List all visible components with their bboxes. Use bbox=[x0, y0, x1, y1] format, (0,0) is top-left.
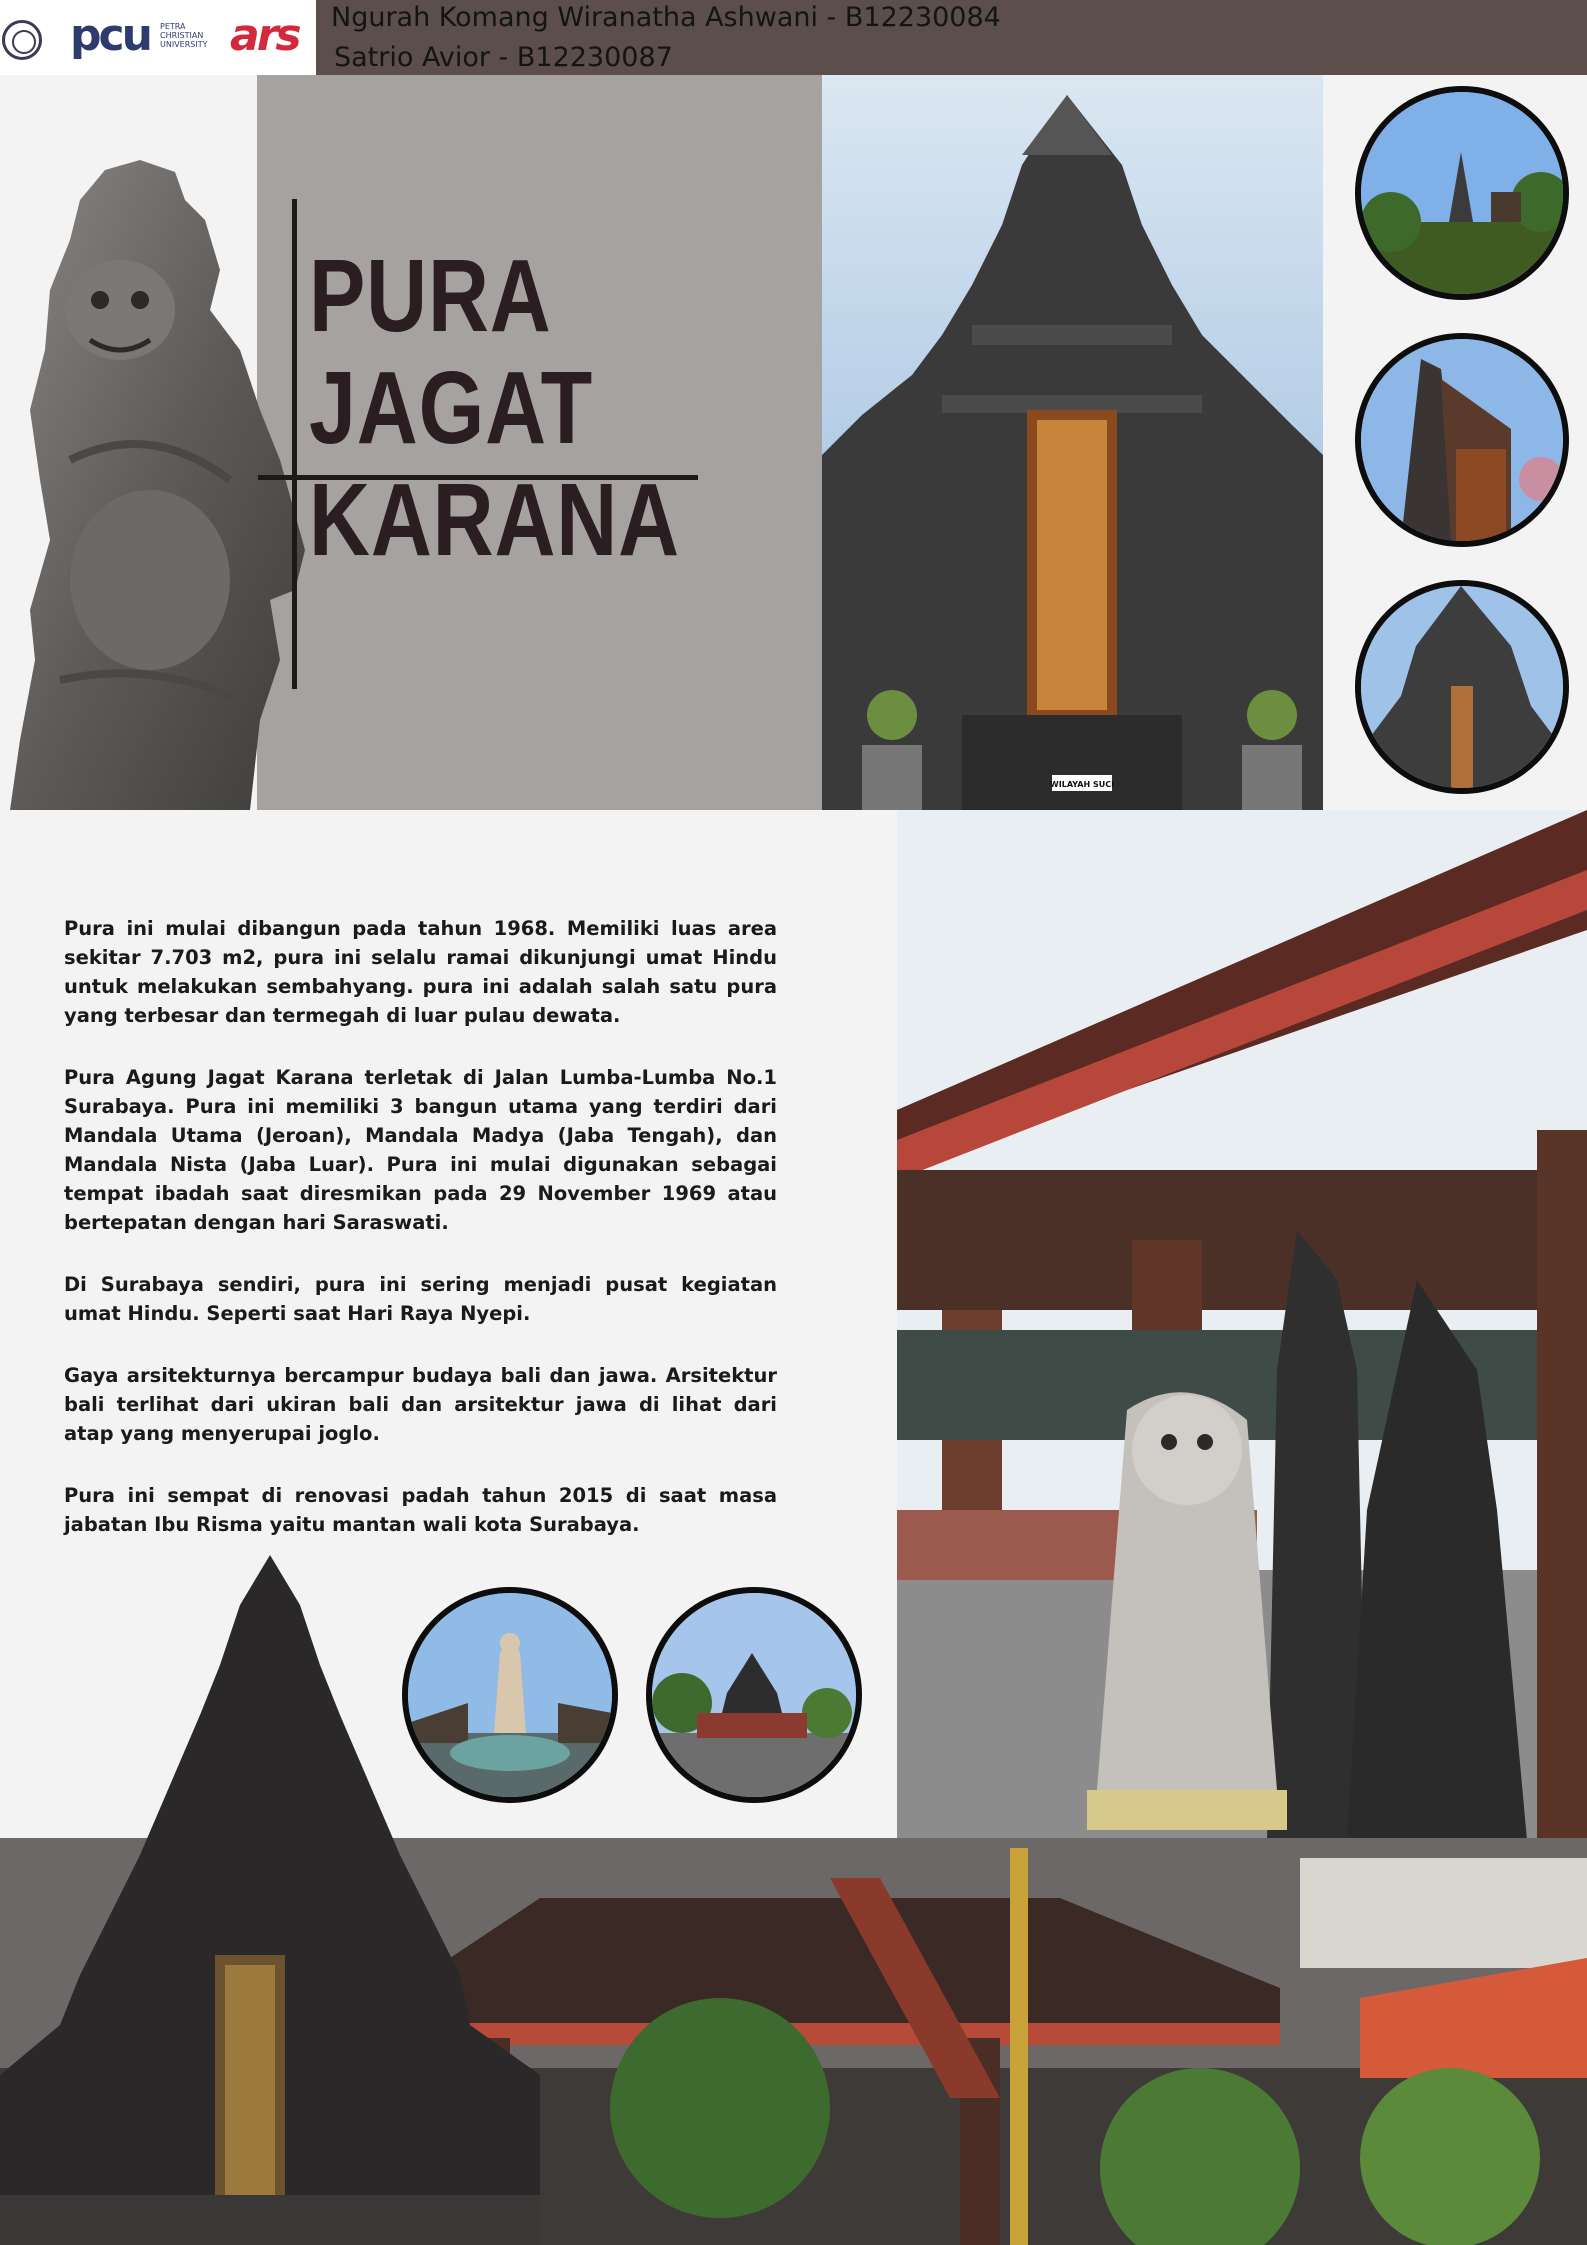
temple-gate-photo bbox=[822, 75, 1323, 810]
page-title bbox=[309, 240, 694, 576]
split-gate-circle-photo bbox=[1355, 333, 1569, 547]
title-line-1: PURA JAGAT bbox=[309, 238, 594, 465]
ars-logo: ars bbox=[230, 10, 299, 61]
pcu-logo-subtitle: PETRA CHRISTIAN UNIVERSITY bbox=[160, 22, 208, 49]
author-line-2: Satrio Avior - B12230087 bbox=[334, 42, 673, 73]
body-text bbox=[64, 914, 777, 1572]
university-seal-icon bbox=[2, 20, 42, 60]
temple-entrance-circle-photo bbox=[646, 1587, 862, 1803]
pavilion-statue-photo bbox=[897, 810, 1587, 1840]
logo-strip bbox=[0, 0, 316, 75]
paragraph-architecture: Gaya arsitekturnya bercampur budaya bali dan jawa. Arsitektur bali terlihat dari ukiran bali dan arsitektur jawa di lihat dari atap yang menyerupai joglo. bbox=[64, 1364, 777, 1445]
paragraph-activities: Di Surabaya sendiri, pura ini sering menjadi pusat kegiatan umat Hindu. Seperti saat Hari Raya Nyepi. bbox=[64, 1273, 777, 1325]
title-line-2: KARANA bbox=[309, 462, 680, 577]
author-line-1: Ngurah Komang Wiranatha Ashwani - B12230084 bbox=[331, 2, 1001, 33]
header-bar bbox=[0, 0, 1587, 75]
pcu-logo: pcu bbox=[70, 10, 150, 61]
guardian-statue-image bbox=[10, 160, 310, 810]
paragraph-renovation: Pura ini sempat di renovasi padah tahun 2015 di saat masa jabatan Ibu Risma yaitu mantan wali kota Surabaya. bbox=[64, 1484, 777, 1536]
title-vertical-rule bbox=[292, 199, 297, 689]
paragraph-history: Pura ini mulai dibangun pada tahun 1968. Memiliki luas area sekitar 7.703 m2, pura ini selalu ramai dikunjungi umat Hindu untuk melakukan sembahyang. pura ini adalah salah satu pura yang terbesar dan termegah di luar pulau dewata. bbox=[64, 917, 777, 1027]
statue-fountain-circle-photo bbox=[402, 1587, 618, 1803]
wilayah-suci-sign: WILAYAH SUCI bbox=[1049, 780, 1115, 789]
paragraph-location: Pura Agung Jagat Karana terletak di Jalan Lumba-Lumba No.1 Surabaya. Pura ini memiliki 3 bangun utama yang terdiri dari Mandala Utama (Jeroan), Mandala Madya (Jaba Tengah), dan Mandala Nista (Jaba Luar). Pura ini mulai digunakan sebagai tempat ibadah saat diresmikan pada 29 November 1969 atau bertepatan dengan hari Saraswati. bbox=[64, 1066, 777, 1234]
temple-tower-circle-photo bbox=[1355, 580, 1569, 794]
temple-courtyard-circle-photo bbox=[1355, 86, 1569, 300]
